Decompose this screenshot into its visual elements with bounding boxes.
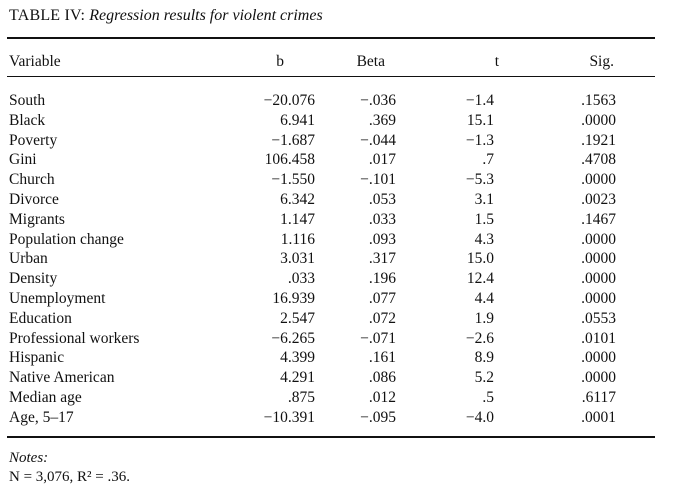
table-row [0,329,675,349]
cell-variable: Divorce [9,191,59,208]
cell-t: .7 [482,151,494,169]
cell-b: 1.116 [280,230,315,248]
cell-sig: .0000 [581,230,616,248]
cell-beta: −.095 [360,408,396,426]
cell-variable: Unemployment [9,290,106,307]
cell-b: 16.939 [272,290,315,307]
cell-beta: −.036 [360,92,396,109]
cell-b: −20.076 [263,92,315,109]
notes-label: Notes: [9,450,49,466]
cell-beta: .086 [368,369,396,387]
table-row [0,348,675,368]
cell-b: −6.265 [271,329,315,347]
cell-sig: .0000 [581,111,616,129]
cell-sig: .0000 [581,290,616,307]
column-header-variable: Variable [9,53,61,70]
table-row [0,368,675,388]
table-row [0,190,675,210]
cell-t: −5.3 [465,171,494,189]
cell-t: 4.3 [474,230,494,248]
cell-sig: .0101 [581,329,616,347]
column-header-b: b [276,53,284,70]
cell-t: 4.4 [474,290,494,307]
table-row [0,170,675,190]
table-row [0,309,675,329]
cell-t: 5.2 [474,369,494,387]
cell-t: 15.0 [466,250,494,268]
cell-variable: Population change [9,230,124,248]
cell-b: −10.391 [263,408,315,426]
cell-sig: .0000 [581,349,616,367]
cell-t: 8.9 [474,349,494,367]
cell-b: 2.547 [280,309,315,327]
cell-b: 6.342 [280,191,315,208]
cell-b: 4.291 [280,369,315,387]
table-row [0,210,675,230]
cell-variable: Median age [9,389,82,406]
cell-variable: Black [9,111,46,129]
cell-sig: .0000 [581,250,616,268]
cell-sig: .0023 [581,191,616,208]
cell-beta: .012 [368,389,396,406]
cell-variable: Age, 5–17 [9,408,74,426]
cell-t: 3.1 [474,191,494,208]
cell-b: .033 [287,270,315,288]
table-row [0,408,675,428]
cell-beta: .033 [368,210,396,228]
cell-beta: −.101 [360,171,396,189]
table-header-row [0,52,675,72]
cell-t: −1.4 [465,92,494,109]
cell-t: −4.0 [465,408,494,426]
cell-beta: .317 [368,250,396,268]
column-header-sig: Sig. [589,53,614,70]
cell-b: 6.941 [280,111,315,129]
cell-sig: .0001 [581,408,616,426]
notes-text: N = 3,076, R² = .36. [9,469,131,485]
header-rule [7,76,655,77]
bottom-rule [7,436,655,438]
cell-variable: Gini [9,151,37,169]
cell-t: .5 [482,389,494,406]
table-row [0,230,675,250]
cell-variable: Native American [9,369,115,387]
cell-t: −2.6 [465,329,494,347]
cell-sig: .6117 [581,389,616,406]
cell-beta: −.044 [360,131,396,149]
cell-variable: South [9,92,46,109]
table-caption [9,7,323,25]
table-row [0,131,675,151]
cell-beta: .196 [368,270,396,288]
table-row [0,388,675,408]
table-row [0,289,675,309]
cell-sig: .0000 [581,171,616,189]
cell-t: 1.5 [474,210,494,228]
table-title: Regression results for violent crimes [89,7,323,24]
cell-t: 12.4 [466,270,494,288]
table-notes [9,449,130,487]
cell-beta: .077 [368,290,396,307]
cell-beta: .072 [368,309,396,327]
table-row [0,91,675,111]
cell-sig: .4708 [581,151,616,169]
cell-beta: .017 [368,151,396,169]
cell-t: −1.3 [465,131,494,149]
cell-beta: −.071 [360,329,396,347]
top-rule [7,37,655,39]
table-row [0,150,675,170]
column-header-beta: Beta [356,53,385,70]
cell-b: 106.458 [264,151,315,169]
table-row [0,269,675,289]
cell-beta: .093 [368,230,396,248]
cell-b: 3.031 [280,250,315,268]
cell-variable: Migrants [9,210,65,228]
cell-sig: .0000 [581,270,616,288]
column-header-t: t [494,53,499,70]
cell-b: −1.550 [271,171,315,189]
cell-variable: Education [9,309,72,327]
cell-variable: Urban [9,250,48,268]
table-label: TABLE IV: [9,7,86,24]
cell-sig: .0000 [581,369,616,387]
cell-b: −1.687 [271,131,315,149]
cell-b: 4.399 [280,349,315,367]
cell-sig: .1467 [581,210,616,228]
cell-sig: .1563 [581,92,616,109]
cell-t: 15.1 [466,111,494,129]
cell-variable: Density [9,270,58,288]
cell-beta: .369 [368,111,396,129]
cell-t: 1.9 [474,309,494,327]
table-row [0,249,675,269]
cell-b: .875 [287,389,315,406]
cell-variable: Poverty [9,131,58,149]
cell-beta: .053 [368,191,396,208]
cell-variable: Professional workers [9,329,140,347]
cell-variable: Church [9,171,55,189]
cell-sig: .1921 [581,131,616,149]
cell-variable: Hispanic [9,349,65,367]
table-row [0,111,675,131]
cell-b: 1.147 [280,210,315,228]
cell-beta: .161 [368,349,396,367]
cell-sig: .0553 [581,309,616,327]
